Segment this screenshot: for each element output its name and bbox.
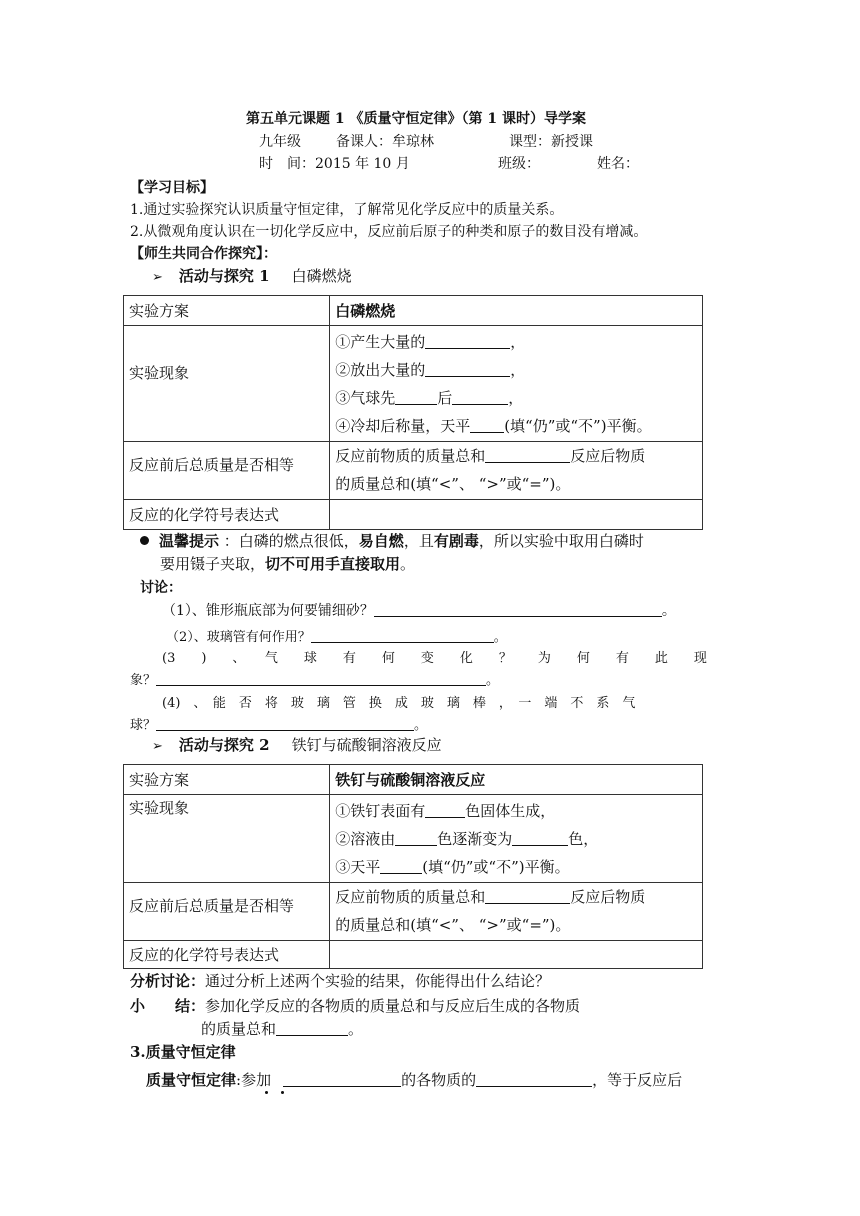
phenomenon-3-mid: 后	[437, 389, 453, 407]
grade-label: 九年级	[259, 134, 301, 150]
discussion-q3-line2	[130, 669, 499, 688]
phenomenon-cell	[330, 326, 703, 442]
discussion-q2	[166, 626, 507, 645]
table-row	[124, 296, 703, 326]
preparer-label: 备课人：牟琼林	[336, 134, 434, 150]
punct: 。	[348, 1020, 364, 1038]
phenomenon-label-cell: 实验现象	[124, 326, 330, 442]
tip-text: ，且	[403, 532, 434, 550]
discussion-q3-line1: (3 ) 、 气 球 有 何 变 化 ？ 为 何 有 此 现	[162, 651, 707, 666]
summary-text: 的质量总和	[201, 1020, 277, 1038]
emphasis-dot-icon	[281, 1091, 284, 1094]
explore-heading: 【师生共同合作探究】：	[130, 246, 277, 262]
tip-label: 温馨提示	[159, 532, 220, 550]
answer-blank[interactable]	[311, 628, 494, 643]
table-row	[124, 442, 703, 500]
tip-line-2	[160, 553, 415, 574]
punct: 。	[493, 630, 507, 645]
discussion-q4-line1: (4) 、 能 否 将 玻 璃 管 换 成 玻 璃 棒 ， 一 端 不 系 气	[162, 696, 636, 711]
class-label: 班级：	[498, 156, 540, 172]
tip-text: 。	[400, 555, 416, 573]
analysis-text: 通过分析上述两个实验的结果，你能得出什么结论？	[205, 972, 551, 990]
formula-label-cell: 反应的化学符号表达式	[124, 941, 330, 969]
analysis-label: 分析讨论：	[130, 972, 206, 990]
fill-blank[interactable]	[470, 418, 504, 433]
punct: ，	[510, 333, 526, 351]
arrow-bullet-icon: ➢	[152, 739, 163, 754]
activity-2-name: 铁钉与硫酸铜溶液反应	[291, 736, 442, 754]
tip-emphasis: 有剧毒	[433, 532, 479, 550]
discussion-heading: 讨论：	[140, 580, 182, 596]
course-type-label: 课型：新授课	[509, 134, 593, 150]
activity-2-heading	[152, 734, 442, 755]
table-row	[124, 500, 703, 530]
name-label: 姓名：	[597, 156, 639, 172]
mass-text-c: 的质量总和(填“<”、 “>”或“=”)。	[335, 475, 571, 493]
time-label: 时 间：2015 年 10 月	[259, 156, 410, 172]
mass-cell	[330, 883, 703, 941]
bullet-icon	[140, 536, 149, 545]
fill-blank[interactable]	[425, 803, 465, 818]
plan-label-cell: 实验方案	[124, 296, 330, 326]
phenomenon-cell	[330, 795, 703, 883]
question-text: （2）、玻璃管有何作用？	[166, 630, 311, 645]
law-text: :参加	[236, 1071, 272, 1089]
summary-text: 参加化学反应的各物质的质量总和与反应后生成的各物质	[205, 997, 581, 1015]
question-text: （1）、锥形瓶底部为何要铺细砂？	[162, 603, 374, 619]
phenomenon-3-text: ③天平	[335, 858, 381, 876]
punct: 。	[414, 718, 428, 733]
phenomenon-3-hint: (填“仍”或“不”)平衡。	[422, 858, 570, 876]
activity-1-table	[123, 295, 703, 530]
fill-blank[interactable]	[425, 362, 510, 377]
mass-text-b: 反应后物质	[570, 888, 646, 906]
fill-blank[interactable]	[485, 889, 570, 904]
answer-blank[interactable]	[156, 671, 486, 686]
answer-blank[interactable]	[156, 716, 414, 731]
fill-blank[interactable]	[395, 831, 437, 846]
formula-answer-cell[interactable]	[330, 941, 703, 969]
fill-blank[interactable]	[485, 448, 570, 463]
discussion-q4-line2	[130, 714, 427, 733]
activity-2-table	[123, 764, 703, 969]
law-text: ，等于反应后	[592, 1071, 683, 1089]
objectives-heading: 【学习目标】	[130, 180, 214, 196]
phenomenon-2-tail: 色，	[568, 830, 599, 848]
tip-text: ：白磷的燃点很低，	[219, 532, 359, 550]
plan-value-cell: 白磷燃烧	[330, 296, 703, 326]
law-label: 质量守恒定律	[146, 1071, 237, 1089]
law-line	[146, 1069, 682, 1090]
fill-blank[interactable]	[425, 334, 510, 349]
formula-answer-cell[interactable]	[330, 500, 703, 530]
question-text: 象？	[130, 673, 157, 688]
punct: 。	[486, 673, 500, 688]
table-row	[124, 883, 703, 941]
mass-label-cell: 反应前后总质量是否相等	[124, 883, 330, 941]
phenomenon-4-text: ④冷却后称量，天平	[335, 417, 471, 435]
answer-blank[interactable]	[374, 602, 662, 617]
arrow-bullet-icon: ➢	[152, 270, 163, 285]
tip-line-1	[140, 530, 644, 551]
mass-label-cell: 反应前后总质量是否相等	[124, 442, 330, 500]
fill-blank[interactable]	[395, 390, 437, 405]
phenomenon-label-cell: 实验现象	[124, 795, 330, 883]
phenomenon-2-text: ②放出大量的	[335, 361, 426, 379]
activity-1-name: 白磷燃烧	[291, 267, 352, 285]
table-row	[124, 941, 703, 969]
mass-text-a: 反应前物质的质量总和	[335, 888, 486, 906]
mass-text-a: 反应前物质的质量总和	[335, 447, 486, 465]
phenomenon-3-text: ③气球先	[335, 389, 396, 407]
punct: ，	[510, 361, 526, 379]
fill-blank[interactable]	[512, 831, 568, 846]
mass-cell	[330, 442, 703, 500]
tip-text: ，所以实验中取用白磷时	[478, 532, 644, 550]
summary-label: 小 结：	[130, 997, 206, 1015]
tip-emphasis: 易自燃	[358, 532, 404, 550]
fill-blank[interactable]	[276, 1021, 348, 1036]
tip-text: 要用镊子夹取，	[160, 555, 266, 573]
activity-1-heading	[152, 265, 352, 286]
mass-text-b: 反应后物质	[570, 447, 646, 465]
mass-text-c: 的质量总和(填“<”、 “>”或“=”)。	[335, 916, 571, 934]
analysis-line	[130, 970, 550, 991]
discussion-q1	[162, 600, 676, 620]
punct: 。	[661, 603, 676, 619]
formula-label-cell: 反应的化学符号表达式	[124, 500, 330, 530]
plan-label-cell: 实验方案	[124, 765, 330, 795]
table-row	[124, 326, 703, 442]
law-text: 的各物质的	[401, 1071, 477, 1089]
phenomenon-4-hint: (填“仍”或“不”)平衡。	[504, 417, 652, 435]
fill-blank[interactable]	[380, 859, 422, 874]
tip-emphasis: 切不可用手直接取用	[265, 555, 401, 573]
question-text: 球？	[130, 718, 157, 733]
table-row	[124, 765, 703, 795]
activity-2-label: 活动与探究 2	[178, 736, 270, 754]
phenomenon-1-text: ①铁钉表面有	[335, 802, 426, 820]
table-row	[124, 795, 703, 883]
emphasis-dot-icon	[265, 1091, 268, 1094]
document-title: 第五单元课题 1 《质量守恒定律》（第 1 课时）导学案	[246, 111, 586, 127]
punct: ，	[508, 389, 524, 407]
objective-item-1: 1.通过实验探究认识质量守恒定律，了解常见化学反应中的质量关系。	[130, 202, 564, 218]
phenomenon-2-mid: 色逐渐变为	[437, 830, 513, 848]
law-heading: 3.质量守恒定律	[130, 1043, 236, 1061]
summary-line-1	[130, 995, 580, 1016]
activity-1-label: 活动与探究 1	[178, 267, 270, 285]
fill-blank[interactable]	[283, 1072, 401, 1087]
phenomenon-1-text: ①产生大量的	[335, 333, 426, 351]
objective-item-2: 2.从微观角度认识在一切化学反应中，反应前后原子的种类和原子的数目没有增减。	[130, 224, 648, 240]
fill-blank[interactable]	[476, 1072, 592, 1087]
phenomenon-1-tail: 色固体生成，	[465, 802, 556, 820]
phenomenon-2-text: ②溶液由	[335, 830, 396, 848]
plan-value-cell: 铁钉与硫酸铜溶液反应	[330, 765, 703, 795]
fill-blank[interactable]	[452, 390, 508, 405]
summary-line-2	[201, 1018, 363, 1039]
